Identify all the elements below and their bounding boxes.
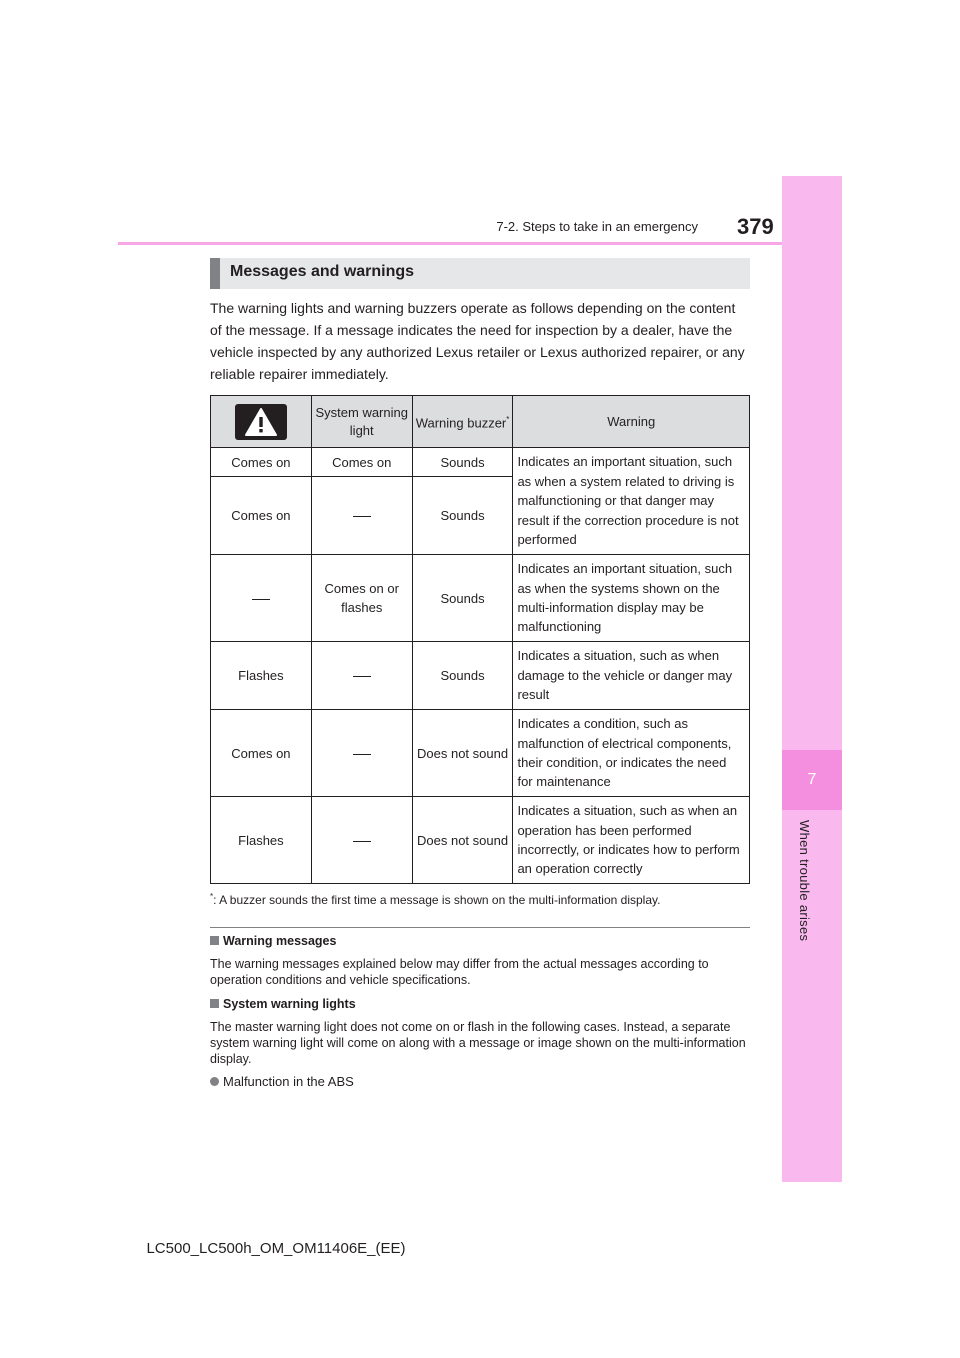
table-footnote — [210, 892, 660, 907]
cell-master — [211, 555, 312, 642]
system-warning-lights-heading-text: System warning lights — [223, 997, 356, 1011]
system-warning-lights-text: The master warning light does not come on or flash in the following cases. Instead, a separate system warning light will come on along with a message or image shown on the multi-information display. — [210, 1020, 746, 1066]
header-section-title: 7-2. Steps to take in an emergency — [496, 219, 698, 234]
dash-mark — [353, 516, 371, 517]
list-item-text: Malfunction in the ABS — [223, 1074, 354, 1089]
list-item — [210, 1074, 354, 1089]
dash-mark — [353, 676, 371, 677]
cell-system — [311, 797, 412, 884]
cell-warning: Indicates a condition, such as malfunction of electrical components, their condition, or indicates the need for maintenance — [513, 710, 750, 797]
header-system-warning-light: System warning light — [311, 396, 412, 448]
cell-master: Flashes — [211, 642, 312, 710]
document-code: LC500_LC500h_OM_OM11406E_(EE) — [146, 1240, 406, 1257]
cell-buzzer: Sounds — [412, 448, 513, 477]
square-bullet-icon — [210, 999, 219, 1008]
cell-system — [311, 642, 412, 710]
warning-messages-text: The warning messages explained below may differ from the actual messages according to operation conditions and vehicle specifications. — [210, 957, 709, 987]
chapter-number-badge: 7 — [782, 750, 842, 810]
cell-warning: Indicates an important situation, such as when the systems shown on the multi-information display may be malfunctioning — [513, 555, 750, 642]
system-warning-lights-heading — [210, 997, 356, 1011]
section-divider — [210, 927, 750, 928]
dash-mark — [353, 841, 371, 842]
page-number: 379 — [737, 214, 774, 239]
cell-system — [311, 477, 412, 555]
header-buzzer-label: Warning buzzer — [415, 415, 507, 431]
table-row — [211, 797, 750, 884]
dash-mark — [353, 754, 371, 755]
cell-master: Comes on — [211, 477, 312, 555]
intro-paragraph: The warning lights and warning buzzers operate as follows depending on the content of the message. If a message indicates the need for inspection by a dealer, have the vehicle inspected by any authorized Lexus retailer or Lexus authorized repairer, or any reliable repairer immediately. — [210, 300, 745, 382]
cell-warning: Indicates a situation, such as when damage to the vehicle or danger may result — [513, 642, 750, 710]
cell-warning: Indicates a situation, such as when an operation has been performed incorrectly, or indicates how to perform an operation correctly — [513, 797, 750, 884]
table-header-row — [211, 396, 750, 448]
table-row — [211, 555, 750, 642]
footnote-mark: * — [210, 892, 214, 901]
warning-messages-heading — [210, 934, 336, 948]
table-row — [211, 642, 750, 710]
section-heading-bar — [210, 258, 750, 289]
header-rule — [118, 242, 782, 245]
cell-master: Flashes — [211, 797, 312, 884]
cell-buzzer: Sounds — [412, 555, 513, 642]
cell-warning: Indicates an important situation, such as when a system related to driving is malfunctioning or that danger may result if the correction procedure is not performed — [513, 448, 750, 555]
warning-messages-heading-text: Warning messages — [223, 934, 337, 948]
cell-buzzer: Does not sound — [412, 710, 513, 797]
cell-system: Comes on — [311, 448, 412, 477]
header-warning: Warning — [513, 396, 750, 448]
cell-master: Comes on — [211, 448, 312, 477]
section-heading: Messages and warnings — [230, 263, 415, 280]
cell-system — [311, 710, 412, 797]
table-row — [211, 448, 750, 477]
cell-master: Comes on — [211, 710, 312, 797]
master-warning-icon — [235, 404, 287, 440]
footnote-text: : A buzzer sounds the first time a message is shown on the multi-information display. — [213, 893, 661, 907]
chapter-title-vertical — [797, 820, 827, 960]
chapter-side-tab — [782, 176, 842, 1182]
cell-system: Comes on or flashes — [311, 555, 412, 642]
cell-buzzer: Sounds — [412, 642, 513, 710]
header-warning-buzzer — [412, 396, 513, 448]
cell-buzzer: Does not sound — [412, 797, 513, 884]
table-row — [211, 710, 750, 797]
footnote-marker: * — [506, 414, 510, 424]
warning-table — [210, 395, 750, 884]
dash-mark — [252, 599, 270, 600]
chapter-title-text: When trouble arises — [797, 820, 812, 942]
square-bullet-icon — [210, 936, 219, 945]
circle-bullet-icon — [210, 1077, 219, 1086]
cell-buzzer: Sounds — [412, 477, 513, 555]
header-master-warning — [211, 396, 312, 448]
